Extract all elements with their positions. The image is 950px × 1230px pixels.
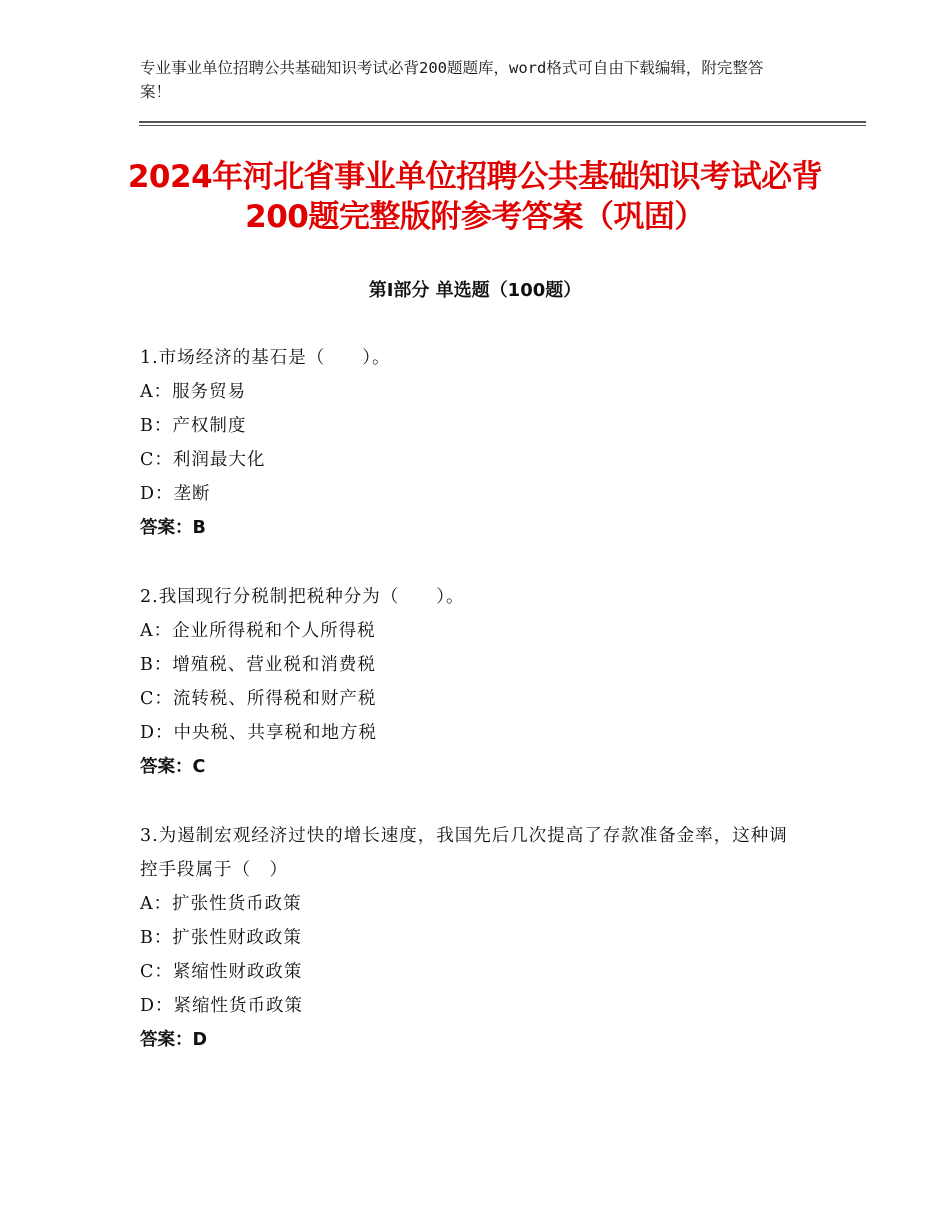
option-b: B：增殖税、营业税和消费税 xyxy=(140,655,376,675)
question-stem: 2.我国现行分税制把税种分为（ ）。 xyxy=(140,587,465,607)
option-a: A：企业所得税和个人所得税 xyxy=(140,621,376,641)
option-b: B：扩张性财政政策 xyxy=(140,928,302,948)
header-divider-thin xyxy=(139,125,866,126)
document-title: 2024年河北省事业单位招聘公共基础知识考试必背200题完整版附参考答案（巩固） xyxy=(127,159,823,235)
header-divider xyxy=(139,121,866,123)
option-a: A：扩张性货币政策 xyxy=(140,894,302,914)
question-2 xyxy=(140,580,820,784)
option-c: C：利润最大化 xyxy=(140,450,266,470)
option-a: A：服务贸易 xyxy=(140,382,247,402)
answer: 答案：B xyxy=(140,518,206,538)
option-d: D：中央税、共享税和地方税 xyxy=(140,723,378,743)
option-d: D：垄断 xyxy=(140,484,211,504)
header-note: 专业事业单位招聘公共基础知识考试必背200题题库，word格式可自由下载编辑，附完整答案！ xyxy=(140,59,764,101)
option-c: C：流转税、所得税和财产税 xyxy=(140,689,377,709)
question-1 xyxy=(140,341,820,545)
question-3 xyxy=(140,819,820,1057)
section-title: 第Ⅰ部分 单选题（100题） xyxy=(368,280,582,301)
option-b: B：产权制度 xyxy=(140,416,247,436)
answer: 答案：C xyxy=(140,757,206,777)
question-stem: 3.为遏制宏观经济过快的增长速度，我国先后几次提高了存款准备金率，这种调控手段属于（ ） xyxy=(140,826,788,880)
option-d: D：紧缩性货币政策 xyxy=(140,996,304,1016)
option-c: C：紧缩性财政政策 xyxy=(140,962,303,982)
question-stem: 1.市场经济的基石是（ ）。 xyxy=(140,348,391,368)
answer: 答案：D xyxy=(140,1030,208,1050)
